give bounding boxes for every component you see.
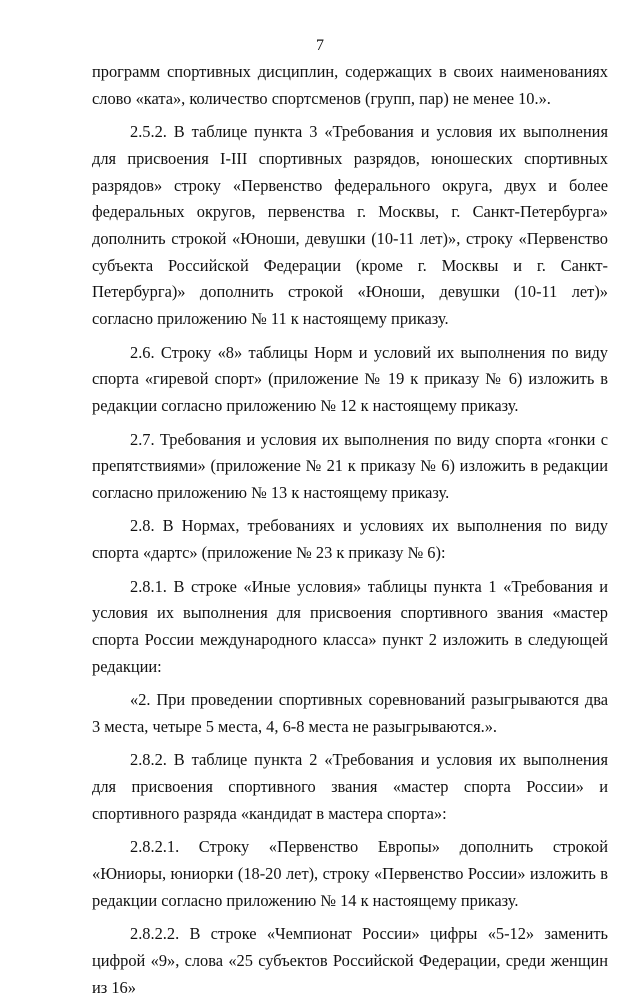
paragraph-2-8-2-1: 2.8.2.1. Строку «Первенство Европы» дополнить строкой «Юниоры, юниорки (18-20 лет), строку «Первенство России» изложить в редакции согласно приложению № 14 к настоящему приказу. — [92, 837, 608, 910]
paragraph-2-8-1: 2.8.1. В строке «Иные условия» таблицы пункта 1 «Требования и условия их выполнения для присвоения спортивного звания «мастер спорта России международного класса» пункт 2 изложить в следующей редакции: — [92, 576, 608, 676]
page-number: 7 — [316, 37, 324, 54]
paragraph-2-8-2: 2.8.2. В таблице пункта 2 «Требования и условия их выполнения для присвоения спортивного звания «мастер спорта России» и спортивного разряда «кандидат в мастера спорта»: — [92, 750, 608, 823]
document-body — [92, 59, 608, 1001]
paragraph-quote: «2. При проведении спортивных соревнований разыгрываются два 3 места, четыре 5 места, 4, 6-8 места не разыгрываются.». — [92, 690, 608, 736]
paragraph-2-6: 2.6. Строку «8» таблицы Норм и условий их выполнения по виду спорта «гиревой спорт» (приложение № 19 к приказу № 6) изложить в редакции согласно приложению № 12 к настоящему приказу. — [92, 342, 608, 416]
paragraph-2-5-2: 2.5.2. В таблице пункта 3 «Требования и условия их выполнения для присвоения I-III спортивных разрядов, юношеских спортивных разрядов» строку «Первенство федерального округа, двух и более федеральных округов, первенства г. Москвы, г. Санкт-Петербурга» дополнить строкой «Юноши, девушки (10-11 лет)», строку «Первенство субъекта Российской Федерации (кроме г. Москвы и г. Санкт-Петербурга)» дополнить строкой «Юноши, девушки (10-11 лет)» согласно приложению № 11 к настоящему приказу. — [92, 122, 608, 329]
paragraph-2-8: 2.8. В Нормах, требованиях и условиях их выполнения по виду спорта «дартс» (приложение № 23 к приказу № 6): — [92, 516, 608, 563]
paragraph-2-8-2-2: 2.8.2.2. В строке «Чемпионат России» цифры «5-12» заменить цифрой «9», слова «25 субъектов Российской Федерации, среди женщин из 16» — [92, 924, 608, 997]
paragraph-2-7: 2.7. Требования и условия их выполнения по виду спорта «гонки с препятствиями» (приложение № 21 к приказу № 6) изложить в редакции согласно приложению № 13 к настоящему приказу. — [92, 429, 608, 502]
paragraph-continuation: программ спортивных дисциплин, содержащих в своих наименованиях слово «ката», количество спортсменов (групп, пар) не менее 10.». — [92, 62, 608, 108]
